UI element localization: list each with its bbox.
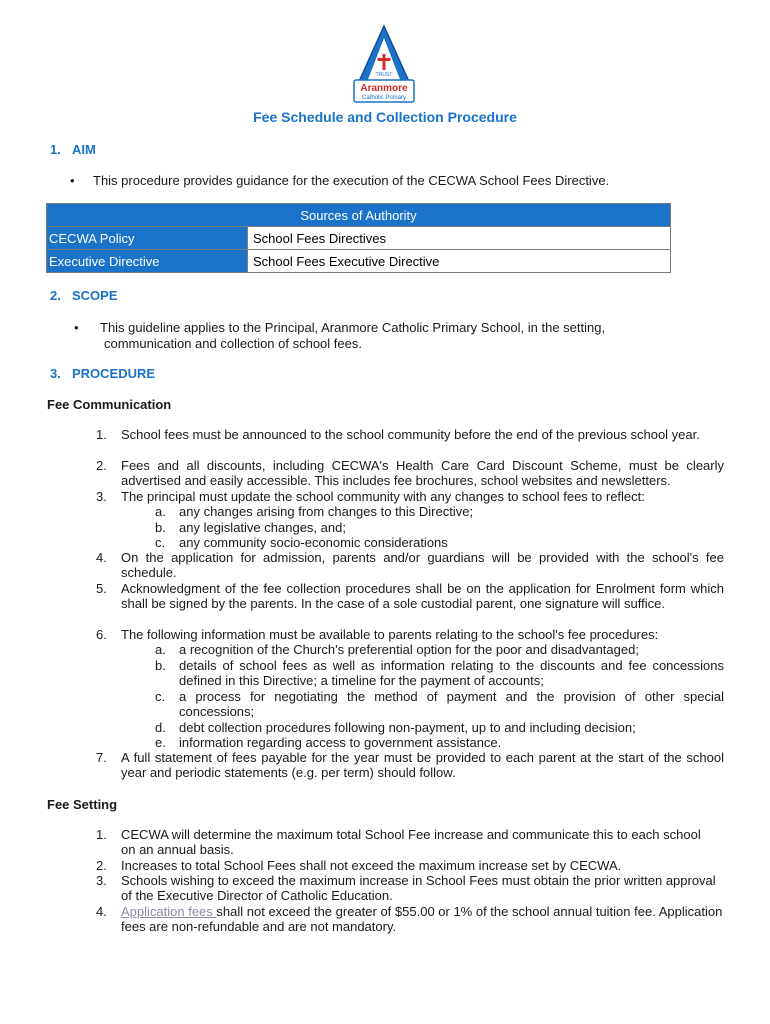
sub-list-letter: a.	[155, 642, 166, 657]
list-number: 7.	[96, 750, 107, 765]
list-item	[96, 581, 724, 612]
sub-list-text: information regarding access to government assistance.	[179, 735, 502, 750]
list-number: 1.	[96, 427, 107, 442]
sub-list-item	[155, 658, 724, 689]
list-item	[96, 858, 724, 873]
list-item	[96, 550, 724, 581]
list-item	[96, 750, 724, 781]
sub-list-item	[155, 642, 724, 657]
section-number: 2.	[50, 288, 61, 303]
list-text: Acknowledgment of the fee collection procedures shall be on the application for Enrolment form which shall be signed by the parents. In the case of a sole custodial parent, one signature will suffice.	[121, 581, 724, 612]
section-heading-procedure	[50, 366, 155, 381]
list-text: The principal must update the school community with any changes to school fees to reflect:	[121, 489, 645, 504]
authority-table	[46, 203, 671, 273]
list-text: On the application for admission, parents and/or guardians will be provided with the school's fee schedule.	[121, 550, 724, 581]
bullet-text-line2: communication and collection of school fees.	[104, 336, 362, 351]
table-value-cell: School Fees Directives	[248, 227, 671, 250]
list-number: 1.	[96, 827, 107, 842]
list-text-rest: shall not exceed the greater of $55.00 or 1% of the school annual tuition fee. Application fees are non-refundable and are not mandatory.	[121, 904, 723, 935]
logo-name-text: Aranmore	[360, 83, 408, 94]
list-number: 6.	[96, 627, 107, 642]
sub-list-item	[155, 735, 724, 750]
list-text: Increases to total School Fees shall not exceed the maximum increase set by CECWA.	[121, 858, 622, 873]
application-fees-link[interactable]: Application fees	[121, 904, 217, 919]
sub-list-text: any community socio-economic considerations	[179, 535, 448, 550]
list-text: Schools wishing to exceed the maximum increase in School Fees must obtain the prior written approval of the Executive Director of Catholic Education.	[121, 873, 716, 904]
list-number: 5.	[96, 581, 107, 596]
list-number: 4.	[96, 904, 107, 919]
sub-list-item	[155, 720, 724, 735]
sub-list-text: any changes arising from changes to this Directive;	[179, 504, 474, 519]
list-item	[96, 827, 724, 858]
sub-list-item	[155, 504, 724, 519]
list-text: Fees and all discounts, including CECWA's Health Care Card Discount Scheme, must be clearly advertised and easily accessible. This includes fee brochures, school websites and newsletters.	[121, 458, 724, 489]
sub-list-letter: b.	[155, 520, 166, 535]
list-item	[96, 873, 724, 904]
sub-list-item	[155, 689, 724, 720]
sub-list-letter: c.	[155, 689, 166, 704]
logo-trust-text: TRUST	[375, 72, 393, 78]
list-number: 3.	[96, 873, 107, 888]
sub-list-text: a recognition of the Church's preferential option for the poor and disadvantaged;	[179, 642, 639, 657]
sub-list-letter: d.	[155, 720, 166, 735]
list-number: 2.	[96, 858, 107, 873]
sub-list-letter: a.	[155, 504, 166, 519]
list-text: A full statement of fees payable for the year must be provided to each parent at the start of the school year and periodic statements (e.g. per term) should follow.	[121, 750, 724, 781]
document-title: Fee Schedule and Collection Procedure	[253, 109, 517, 125]
aim-bullet	[70, 173, 710, 189]
list-text: The following information must be available to parents relating to the school's fee procedures:	[121, 627, 659, 642]
subheading-fee-communication: Fee Communication	[47, 397, 172, 412]
section-heading-scope	[50, 288, 118, 303]
sub-list-letter: c.	[155, 535, 166, 550]
sub-list-text: details of school fees as well as information relating to the discounts and fee concessions defined in this Directive; a timeline for the payment of accounts;	[179, 658, 724, 689]
bullet-dot: •	[74, 320, 79, 335]
sub-list-text: any legislative changes, and;	[179, 520, 346, 535]
table-value-cell: School Fees Executive Directive	[248, 250, 671, 273]
list-number: 2.	[96, 458, 107, 473]
list-item	[96, 904, 724, 935]
list-number: 3.	[96, 489, 107, 504]
table-header: Sources of Authority	[47, 204, 671, 227]
section-title: AIM	[72, 142, 96, 157]
sub-list-letter: b.	[155, 658, 166, 673]
list-text	[121, 904, 724, 935]
table-label-cell: CECWA Policy	[47, 227, 248, 250]
section-number: 3.	[50, 366, 61, 381]
sub-list-text: a process for negotiating the method of payment and the provision of other special concessions;	[179, 689, 724, 720]
section-title: PROCEDURE	[72, 366, 156, 381]
list-item	[96, 427, 724, 442]
list-item	[96, 458, 724, 489]
section-number: 1.	[50, 142, 61, 157]
bullet-text: This procedure provides guidance for the execution of the CECWA School Fees Directive.	[93, 173, 610, 188]
sub-list-text: debt collection procedures following non-payment, up to and including decision;	[179, 720, 636, 735]
school-logo	[349, 24, 419, 106]
scope-bullet	[74, 320, 714, 352]
list-number: 4.	[96, 550, 107, 565]
sub-list-letter: e.	[155, 735, 166, 750]
table-row	[47, 250, 671, 273]
sub-list-item	[155, 535, 724, 550]
list-item	[96, 489, 724, 504]
bullet-dot: •	[70, 173, 75, 188]
table-label-cell: Executive Directive	[47, 250, 248, 273]
subheading-fee-setting: Fee Setting	[47, 797, 118, 812]
list-text: School fees must be announced to the school community before the end of the previous school year.	[121, 427, 700, 442]
bullet-text-line1: This guideline applies to the Principal, Aranmore Catholic Primary School, in the setting,	[100, 320, 606, 335]
section-heading-aim	[50, 142, 96, 157]
sub-list-item	[155, 520, 724, 535]
logo-subtitle-text: Catholic Primary	[361, 95, 407, 101]
table-row	[47, 227, 671, 250]
section-title: SCOPE	[72, 288, 118, 303]
list-item	[96, 627, 724, 642]
list-text: CECWA will determine the maximum total School Fee increase and communicate this to each school on an annual basis.	[121, 827, 701, 858]
